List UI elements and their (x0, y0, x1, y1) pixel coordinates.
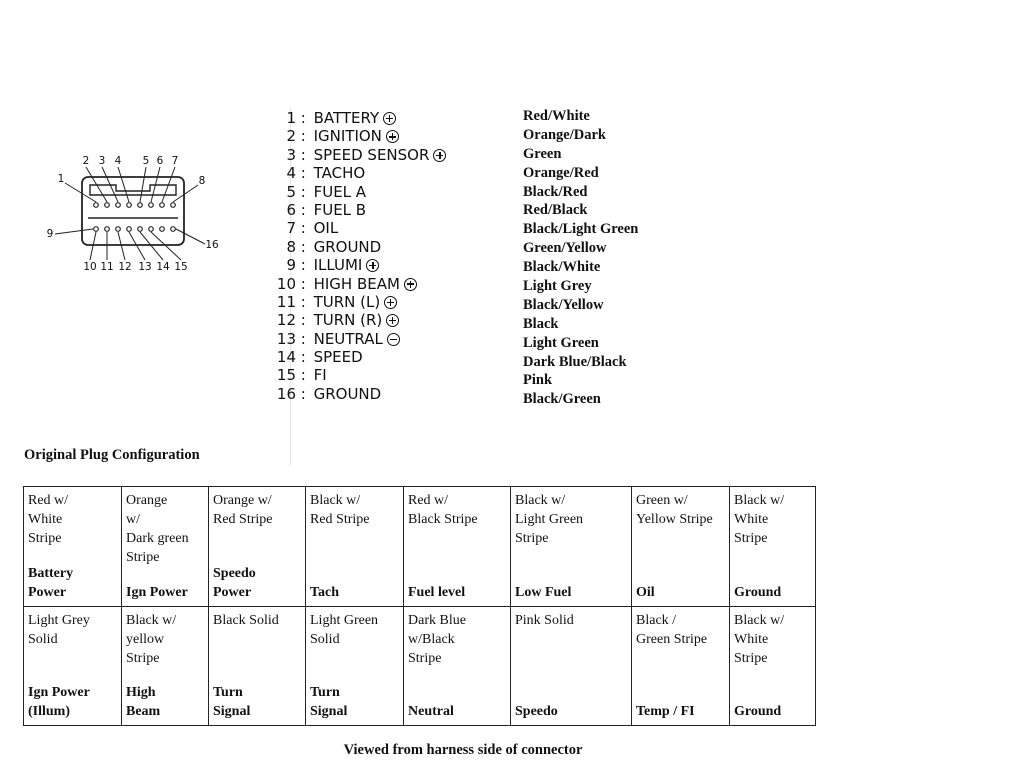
connector-housing (82, 177, 184, 245)
wire-color-label: Green w/ Yellow Stripe (636, 493, 713, 527)
pin-name: ILLUMI (308, 256, 363, 275)
wire-function-label: Turn Signal (213, 685, 251, 719)
pin-item: 8 : GROUND (272, 238, 446, 256)
pin-name: BATTERY (308, 109, 380, 127)
pin-item: 2 : IGNITION (272, 127, 446, 145)
wire-color-item: Black/Yellow (523, 296, 604, 313)
plug-cell (306, 487, 404, 607)
pin-label: 6 (156, 155, 164, 167)
wire-color-label: Red w/ White Stripe (28, 493, 69, 546)
pin-label: 16 (205, 239, 219, 251)
pin-label: 1 (57, 173, 65, 185)
leader-line (55, 229, 93, 234)
pin-name: HIGH BEAM (308, 274, 400, 293)
pin-socket (94, 203, 99, 208)
leader-line (65, 183, 96, 202)
pin-number: 11 (276, 292, 296, 311)
pin-item: 7 : OIL (272, 219, 446, 237)
table-row (24, 487, 816, 607)
pin-label: 15 (174, 261, 188, 273)
wire-function-label: Speedo Power (213, 565, 256, 600)
pin-number: 9 (286, 256, 296, 275)
pin-socket (127, 203, 132, 208)
pin-label: 9 (46, 228, 54, 240)
plug-cell (511, 487, 632, 607)
leader-line (118, 232, 125, 260)
plug-cell (511, 606, 632, 726)
pin-name: GROUND (308, 384, 382, 403)
circled-plus-icon (386, 130, 399, 143)
pin-number: 15 (276, 366, 296, 385)
wire-color-item: Orange/Dark (523, 126, 606, 143)
wire-color-item: Black (523, 315, 559, 332)
pin-name: NEUTRAL (308, 329, 383, 348)
pin-name: TURN (R) (308, 311, 383, 330)
wire-color-item: Black/Red (523, 183, 588, 200)
pin-socket (105, 203, 110, 208)
connector-leader-lines (55, 167, 205, 260)
wire-function-label: Low Fuel (515, 584, 572, 600)
plug-cell (24, 606, 122, 726)
pin-item: 4 : TACHO (272, 164, 446, 182)
plug-cell (632, 606, 730, 726)
pin-number: 7 (286, 219, 296, 238)
wire-color-item: Red/Black (523, 202, 588, 219)
circled-plus-icon (383, 112, 396, 125)
pin-socket (127, 227, 132, 232)
pin-socket (160, 227, 165, 232)
leader-line (129, 232, 145, 260)
wire-color-item: Red/White (523, 108, 590, 124)
pin-item: 14 : SPEED (272, 348, 446, 366)
pin-item: 3 : SPEED SENSOR (272, 146, 446, 164)
wire-function-label: Fuel level (408, 584, 466, 600)
table-row (24, 606, 816, 726)
wire-function-label: Ign Power (126, 584, 188, 600)
pin-label: 8 (198, 175, 206, 187)
wire-color-item: Green/Yellow (523, 240, 607, 257)
pin-socket (149, 227, 154, 232)
wire-color-label: Dark Blue w/Black Stripe (408, 612, 466, 666)
pin-label: 11 (100, 261, 114, 273)
wire-color-label: Pink Solid (515, 612, 574, 628)
pin-name: TACHO (308, 164, 366, 183)
leader-line (140, 232, 163, 260)
wire-color-item: Dark Blue/Black (523, 353, 627, 370)
wire-color-item: Orange/Red (523, 164, 599, 181)
pin-item: 1 : BATTERY (272, 109, 446, 127)
wire-color-label: Black w/ White Stripe (734, 612, 785, 666)
pin-socket (116, 203, 121, 208)
plug-cell (730, 606, 816, 726)
leader-line (176, 229, 205, 244)
circled-plus-icon (404, 278, 417, 291)
circled-plus-icon (366, 259, 379, 272)
pin-label: 14 (156, 261, 170, 273)
pin-item: 10 : HIGH BEAM (272, 275, 446, 293)
wire-function-label: Turn Signal (310, 685, 348, 719)
pin-item: 15 : FI (272, 366, 446, 384)
connector-pin-labels (47, 155, 219, 273)
pin-socket (94, 227, 99, 232)
circled-plus-icon (433, 149, 446, 162)
wire-function-label: Ground (734, 704, 782, 719)
pin-number: 8 (286, 237, 296, 256)
plug-cell (122, 606, 209, 726)
plug-cell (404, 606, 511, 726)
pin-label: 2 (82, 155, 90, 167)
pin-socket (149, 203, 154, 208)
pin-socket (138, 227, 143, 232)
pin-item: 13 : NEUTRAL (272, 330, 446, 348)
wire-function-label: Speedo (515, 704, 558, 719)
pin-number: 6 (286, 200, 296, 219)
pin-name: SPEED SENSOR (308, 145, 430, 164)
pin-socket (171, 227, 176, 232)
plug-cell (24, 487, 122, 607)
plug-cell (730, 487, 816, 607)
connector-pins (94, 203, 176, 232)
pin-label: 10 (83, 261, 97, 273)
wire-function-label: Tach (310, 584, 340, 600)
pin-number: 3 (286, 145, 296, 164)
wire-function-label: Ground (734, 584, 782, 600)
leader-line (118, 167, 129, 202)
pin-label: 3 (98, 155, 106, 167)
wire-color-label: Red w/ Black Stripe (408, 493, 478, 527)
wire-color-label: Black w/ Red Stripe (310, 493, 370, 527)
pin-label: 7 (171, 155, 179, 167)
pin-number: 12 (276, 311, 296, 330)
pin-item: 5 : FUEL A (272, 183, 446, 201)
leader-line (140, 167, 146, 202)
pin-number: 14 (276, 348, 296, 367)
wire-color-label: Light Green Solid (310, 612, 379, 647)
wire-function-label: Neutral (408, 704, 454, 719)
pin-socket (160, 203, 165, 208)
wire-function-label: Temp / FI (636, 704, 695, 719)
pin-item: 12 : TURN (R) (272, 311, 446, 329)
pin-name: TURN (L) (308, 292, 381, 311)
wire-color-list (523, 107, 638, 409)
pin-name: FI (308, 366, 327, 385)
wire-color-label: Orange w/ Dark green Stripe (126, 493, 189, 565)
pin-name: FUEL A (308, 182, 367, 201)
wire-color-label: Black w/ Light Green Stripe (515, 493, 584, 546)
pin-name: IGNITION (308, 127, 382, 146)
pin-name: OIL (308, 219, 339, 238)
wire-color-item: Black/Green (523, 391, 601, 408)
wire-color-label: Orange w/ Red Stripe (213, 493, 273, 527)
pin-name: SPEED (308, 348, 363, 367)
wire-color-item: Black/Light Green (523, 221, 639, 238)
pin-name: GROUND (308, 237, 382, 256)
plug-cell (404, 487, 511, 607)
connector-diagram (40, 145, 230, 280)
diagram-caption: Viewed from harness side of connector (343, 742, 583, 758)
pin-number: 4 (286, 164, 296, 183)
pin-number: 13 (276, 329, 296, 348)
wire-function-label: Battery Power (28, 565, 74, 600)
wire-color-item: Light Grey (523, 278, 592, 295)
pin-number: 5 (286, 182, 296, 201)
pin-item: 11 : TURN (L) (272, 293, 446, 311)
pin-socket (138, 203, 143, 208)
wire-color-label: Light Grey Solid (28, 612, 90, 647)
pin-socket (105, 227, 110, 232)
pin-item: 6 : FUEL B (272, 201, 446, 219)
pin-assignment-list (272, 109, 446, 403)
plug-configuration-table (23, 486, 816, 726)
wire-color-item: Green (523, 145, 562, 162)
wire-color-item: Black/White (523, 259, 601, 276)
pin-socket (116, 227, 121, 232)
wire-color-label: Black w/ yellow Stripe (126, 612, 177, 666)
pin-label: 4 (114, 155, 122, 167)
plug-cell (209, 487, 306, 607)
wire-function-label: Ign Power (Illum) (28, 685, 90, 719)
plug-configuration-title: Original Plug Configuration (24, 447, 200, 463)
pin-label: 13 (138, 261, 152, 273)
plug-cell (306, 606, 404, 726)
wire-function-label: High Beam (126, 685, 161, 719)
pin-number: 10 (276, 274, 296, 293)
wire-color-label: Black Solid (213, 612, 279, 628)
pin-label: 5 (142, 155, 150, 167)
circled-plus-icon (386, 314, 399, 327)
plug-cell (209, 606, 306, 726)
leader-line (90, 232, 96, 260)
circled-minus-icon (387, 333, 400, 346)
pin-number: 16 (276, 384, 296, 403)
pin-number: 1 (286, 109, 296, 127)
plug-cell (632, 487, 730, 607)
pin-label: 12 (118, 261, 132, 273)
wire-color-label: Black / Green Stripe (636, 612, 708, 647)
wire-function-label: Oil (636, 584, 655, 600)
pin-number: 2 (286, 127, 296, 146)
wire-color-label: Black w/ White Stripe (734, 493, 785, 546)
pin-item: 9 : ILLUMI (272, 256, 446, 274)
pin-socket (171, 203, 176, 208)
pin-name: FUEL B (308, 200, 367, 219)
leader-line (173, 185, 198, 202)
leader-line (151, 232, 181, 260)
circled-plus-icon (384, 296, 397, 309)
pin-item: 16 : GROUND (272, 385, 446, 403)
plug-cell (122, 487, 209, 607)
wire-color-item: Light Green (523, 334, 599, 351)
wire-color-item: Pink (523, 372, 553, 389)
